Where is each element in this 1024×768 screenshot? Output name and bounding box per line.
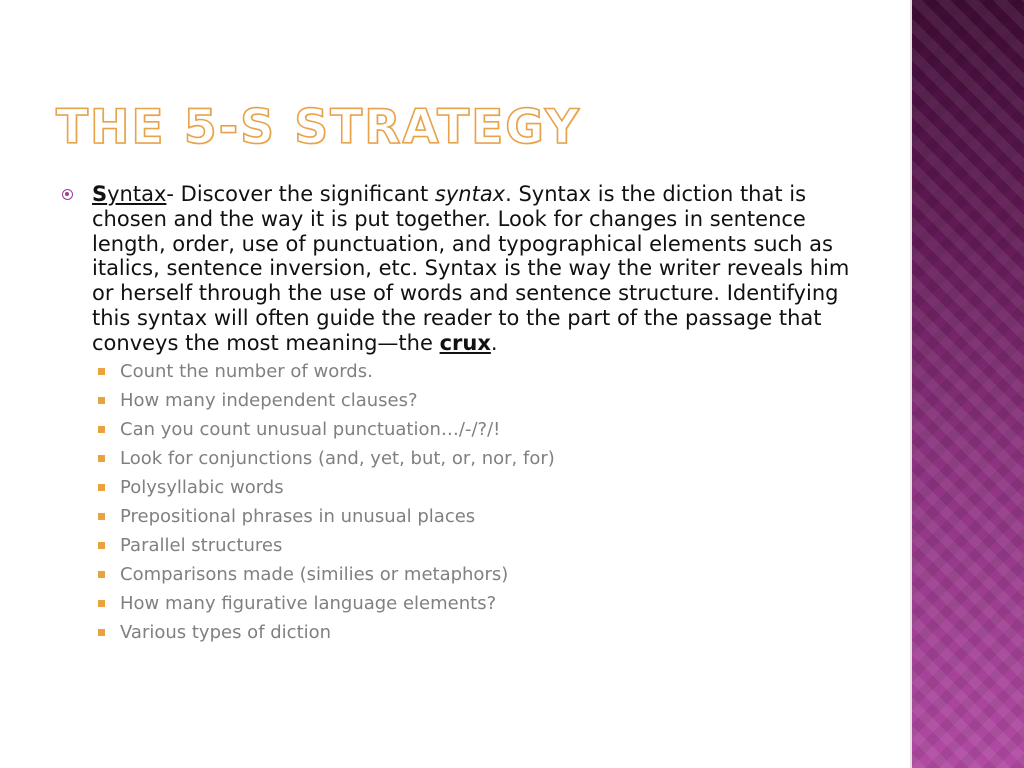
sub-bullet-item [62, 477, 862, 506]
circle-bullet-icon [62, 189, 73, 200]
term-first-letter: S [92, 182, 108, 206]
definition-body: . Syntax is the diction that is chosen and the way it is put together. Look for changes in sentence length, order, use of punctuation, and typographical elements such as italics, sentence inversion, etc. Syntax is the way the writer reveals him or herself through the use of words and sentence structure. Identifying this syntax will often guide the reader to the part of the passage that conveys the most meaning—the [92, 182, 850, 355]
square-bullet-icon [98, 455, 105, 462]
square-bullet-icon [98, 368, 105, 375]
square-bullet-icon [98, 542, 105, 549]
sub-bullet-item [62, 622, 862, 651]
square-bullet-icon [98, 397, 105, 404]
square-bullet-icon [98, 571, 105, 578]
sub-bullet-text: Can you count unusual punctuation…/-/?/! [120, 418, 501, 440]
slide-title: THE 5-S STRATEGY [56, 100, 581, 155]
square-bullet-icon [98, 513, 105, 520]
slide-content [62, 182, 862, 651]
sub-bullet-item [62, 506, 862, 535]
square-bullet-icon [98, 629, 105, 636]
sub-bullet-text: Parallel structures [120, 534, 283, 556]
sub-bullet-text: Polysyllabic words [120, 476, 284, 498]
sub-bullet-list [62, 361, 862, 651]
term-syntax [92, 182, 166, 206]
sub-bullet-item [62, 535, 862, 564]
sub-bullet-text: How many independent clauses? [120, 389, 418, 411]
definition-end: . [490, 330, 498, 355]
sub-bullet-item [62, 419, 862, 448]
main-bullet-item [62, 182, 862, 356]
sub-bullet-item [62, 361, 862, 390]
sub-bullet-text: Count the number of words. [120, 360, 373, 382]
sub-bullet-item [62, 564, 862, 593]
sub-bullet-text: Various types of diction [120, 621, 332, 643]
sub-bullet-text: Prepositional phrases in unusual places [120, 505, 476, 527]
square-bullet-icon [98, 484, 105, 491]
square-bullet-icon [98, 600, 105, 607]
italic-syntax: syntax [434, 182, 506, 206]
term-rest: yntax [107, 182, 167, 206]
sub-bullet-text: How many figurative language elements? [120, 592, 497, 614]
sub-bullet-text: Comparisons made (similies or metaphors) [120, 563, 509, 585]
crux-term: crux [439, 330, 491, 355]
sub-bullet-item [62, 448, 862, 477]
sub-bullet-text: Look for conjunctions (and, yet, but, or, nor, for) [120, 447, 555, 469]
definition-intro: - Discover the significant [166, 182, 435, 206]
decorative-side-panel [912, 0, 1024, 768]
sub-bullet-item [62, 593, 862, 622]
sub-bullet-item [62, 390, 862, 419]
square-bullet-icon [98, 426, 105, 433]
